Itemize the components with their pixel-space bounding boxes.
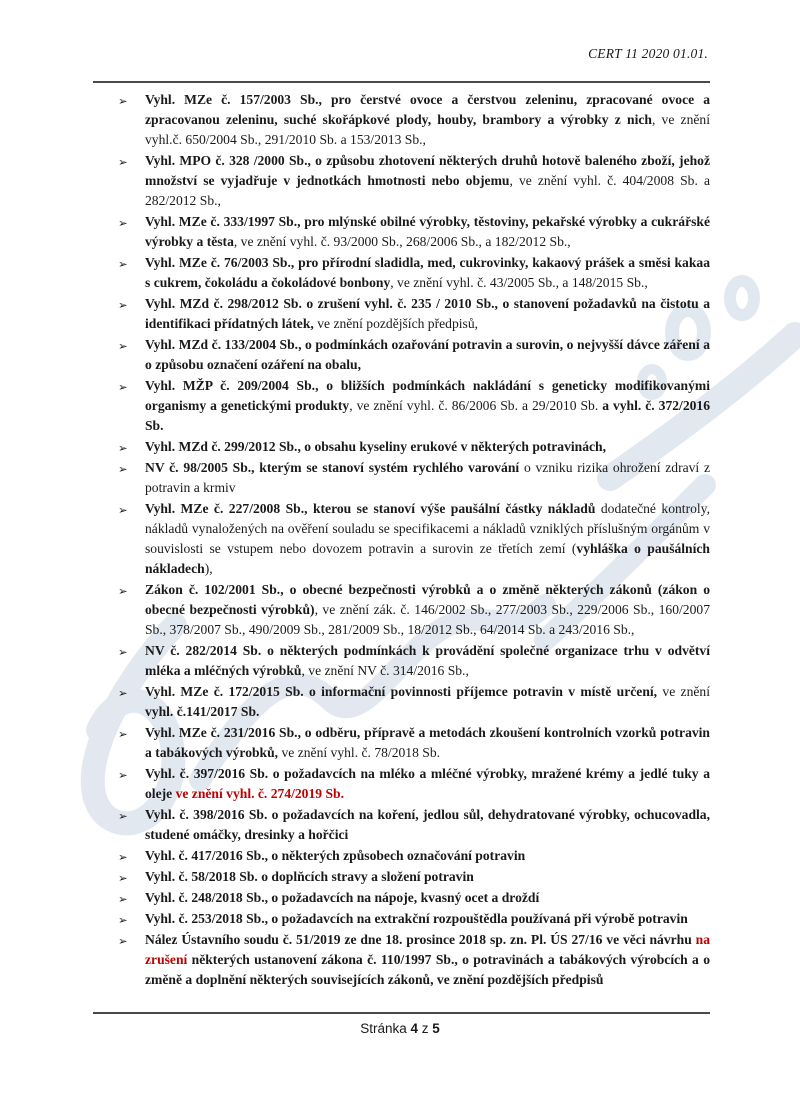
list-item-text: Vyhl. MZe č. 172/2015 Sb. o informační povinnosti příjemce potravin v místě určení, ve znění vyhl. č.141/2017 Sb. bbox=[145, 684, 710, 719]
list-item-text: Vyhl. č. 417/2016 Sb., o některých způsobech označování potravin bbox=[145, 848, 526, 863]
arrow-bullet-icon: ➢ bbox=[118, 809, 128, 823]
list-item bbox=[118, 335, 710, 375]
footer-page-number: 4 bbox=[410, 1021, 418, 1036]
arrow-bullet-icon: ➢ bbox=[118, 645, 128, 659]
footer-label: Stránka bbox=[360, 1021, 407, 1036]
arrow-bullet-icon: ➢ bbox=[118, 913, 128, 927]
list-item bbox=[118, 846, 710, 866]
list-item-text: Vyhl. č. 248/2018 Sb., o požadavcích na nápoje, kvasný ocet a droždí bbox=[145, 890, 540, 905]
regulation-list bbox=[118, 90, 710, 991]
page-footer bbox=[0, 1021, 800, 1036]
list-item bbox=[118, 867, 710, 887]
list-item-text: Vyhl. MZe č. 333/1997 Sb., pro mlýnské obilné výrobky, těstoviny, pekařské výrobky a cukrářské výrobky a těsta, ve znění vyhl. č. 93/2000 Sb., 268/2006 Sb., a 182/2012 Sb., bbox=[145, 214, 710, 249]
footer-total-pages: 5 bbox=[432, 1021, 440, 1036]
list-item-text: Vyhl. č. 58/2018 Sb. o doplňcích stravy a složení potravin bbox=[145, 869, 474, 884]
list-item bbox=[118, 641, 710, 681]
arrow-bullet-icon: ➢ bbox=[118, 934, 128, 948]
list-item-text: Vyhl. MZe č. 231/2016 Sb., o odběru, přípravě a metodách zkoušení kontrolních vzorků potravin a tabákových výrobků, ve znění vyhl. č. 78/2018 Sb. bbox=[145, 725, 710, 760]
list-item bbox=[118, 723, 710, 763]
arrow-bullet-icon: ➢ bbox=[118, 216, 128, 230]
list-item-text: Zákon č. 102/2001 Sb., o obecné bezpečnosti výrobků a o změně některých zákonů (zákon o obecné bezpečnosti výrobků), ve znění zák. č. 146/2002 Sb., 277/2003 Sb., 229/2006 Sb., 160/2007 Sb., 378/2007 Sb., 490/2009 Sb., 281/2009 Sb., 18/2012 Sb., 64/2014 Sb. a 243/2016 Sb., bbox=[145, 582, 710, 637]
arrow-bullet-icon: ➢ bbox=[118, 584, 128, 598]
arrow-bullet-icon: ➢ bbox=[118, 257, 128, 271]
list-item-text: Vyhl. č. 397/2016 Sb. o požadavcích na mléko a mléčné výrobky, mražené krémy a jedlé tuky a oleje ve znění vyhl. č. 274/2019 Sb. bbox=[145, 766, 710, 801]
list-item bbox=[118, 294, 710, 334]
list-item bbox=[118, 253, 710, 293]
list-item bbox=[118, 437, 710, 457]
arrow-bullet-icon: ➢ bbox=[118, 503, 128, 517]
list-item bbox=[118, 805, 710, 845]
list-item-text: Vyhl. MZe č. 157/2003 Sb., pro čerstvé ovoce a čerstvou zeleninu, zpracované ovoce a zpracovanou zeleninu, suché skořápkové plody, houby, brambory a výrobky z nich, ve znění vyhl.č. 650/2004 Sb., 291/2010 Sb. a 153/2013 Sb., bbox=[145, 92, 710, 147]
document-reference: CERT 11 2020 01.01. bbox=[588, 46, 708, 61]
list-item bbox=[118, 909, 710, 929]
list-item bbox=[118, 580, 710, 640]
list-item-text: Vyhl. MZd č. 298/2012 Sb. o zrušení vyhl. č. 235 / 2010 Sb., o stanovení požadavků na čistotu a identifikaci přídatných látek, ve znění pozdějších předpisů, bbox=[145, 296, 710, 331]
arrow-bullet-icon: ➢ bbox=[118, 380, 128, 394]
arrow-bullet-icon: ➢ bbox=[118, 441, 128, 455]
list-item-text: Vyhl. MZe č. 227/2008 Sb., kterou se stanoví výše paušální částky nákladů dodatečné kontroly, nákladů vynaložených na ověření souladu se specifikacemi a nákladů vzniklých příslušným orgánům v souvislosti se vstupem nebo dovozem potravin a surovin ze třetích zemí (vyhláška o paušálních nákladech), bbox=[145, 501, 710, 576]
header-divider bbox=[93, 81, 710, 83]
arrow-bullet-icon: ➢ bbox=[118, 892, 128, 906]
list-item bbox=[118, 151, 710, 211]
list-item bbox=[118, 888, 710, 908]
arrow-bullet-icon: ➢ bbox=[118, 298, 128, 312]
list-item bbox=[118, 458, 710, 498]
footer-divider bbox=[93, 1012, 710, 1014]
arrow-bullet-icon: ➢ bbox=[118, 155, 128, 169]
list-item-text: Vyhl. MZd č. 133/2004 Sb., o podmínkách ozařování potravin a surovin, o nejvyšší dávce záření a o způsobu označení ozáření na obalu, bbox=[145, 337, 710, 372]
list-item-text: Vyhl. MZe č. 76/2003 Sb., pro přírodní sladidla, med, cukrovinky, kakaový prášek a směsi kakaa s cukrem, čokoládu a čokoládové bonbony, ve znění vyhl. č. 43/2005 Sb., a 148/2015 Sb., bbox=[145, 255, 710, 290]
list-item bbox=[118, 212, 710, 252]
arrow-bullet-icon: ➢ bbox=[118, 339, 128, 353]
list-item bbox=[118, 376, 710, 436]
arrow-bullet-icon: ➢ bbox=[118, 462, 128, 476]
arrow-bullet-icon: ➢ bbox=[118, 94, 128, 108]
list-item bbox=[118, 764, 710, 804]
list-item bbox=[118, 499, 710, 579]
arrow-bullet-icon: ➢ bbox=[118, 686, 128, 700]
arrow-bullet-icon: ➢ bbox=[118, 768, 128, 782]
arrow-bullet-icon: ➢ bbox=[118, 727, 128, 741]
arrow-bullet-icon: ➢ bbox=[118, 850, 128, 864]
list-item-text: Nález Ústavního soudu č. 51/2019 ze dne 18. prosince 2018 sp. zn. Pl. ÚS 27/16 ve věci návrhu na zrušení některých ustanovení zákona č. 110/1997 Sb., o potravinách a tabákových výrobcích a o změně a doplnění některých souvisejících zákonů, ve znění pozdějších předpisů bbox=[145, 932, 710, 987]
arrow-bullet-icon: ➢ bbox=[118, 871, 128, 885]
list-item-text: NV č. 282/2014 Sb. o některých podmínkách k provádění společné organizace trhu v odvětví mléka a mléčných výrobků, ve znění NV č. 314/2016 Sb., bbox=[145, 643, 710, 678]
list-item-text: Vyhl. č. 253/2018 Sb., o požadavcích na extrakční rozpouštědla používaná při výrobě potravin bbox=[145, 911, 688, 926]
list-item-text: Vyhl. MZd č. 299/2012 Sb., o obsahu kyseliny erukové v některých potravinách, bbox=[145, 439, 606, 454]
footer-of-separator: z bbox=[421, 1021, 429, 1036]
list-item bbox=[118, 930, 710, 990]
list-item-text: Vyhl. č. 398/2016 Sb. o požadavcích na koření, jedlou sůl, dehydratované výrobky, ochucovadla, studené omáčky, dresinky a hořčici bbox=[145, 807, 710, 842]
list-item-text: Vyhl. MŽP č. 209/2004 Sb., o bližších podmínkách nakládání s geneticky modifikovanými organismy a genetickými produkty, ve znění vyhl. č. 86/2006 Sb. a 29/2010 Sb. a vyhl. č. 372/2016 Sb. bbox=[145, 378, 711, 433]
list-item bbox=[118, 682, 710, 722]
list-item-text: NV č. 98/2005 Sb., kterým se stanoví systém rychlého varování o vzniku rizika ohrožení zdraví z potravin a krmiv bbox=[145, 460, 710, 495]
list-item bbox=[118, 90, 710, 150]
list-item-text: Vyhl. MPO č. 328 /2000 Sb., o způsobu zhotovení některých druhů hotově baleného zboží, jehož množství se vyjadřuje v jednotkách hmotnosti nebo objemu, ve znění vyhl. č. 404/2008 Sb. a 282/2012 Sb., bbox=[145, 153, 710, 208]
